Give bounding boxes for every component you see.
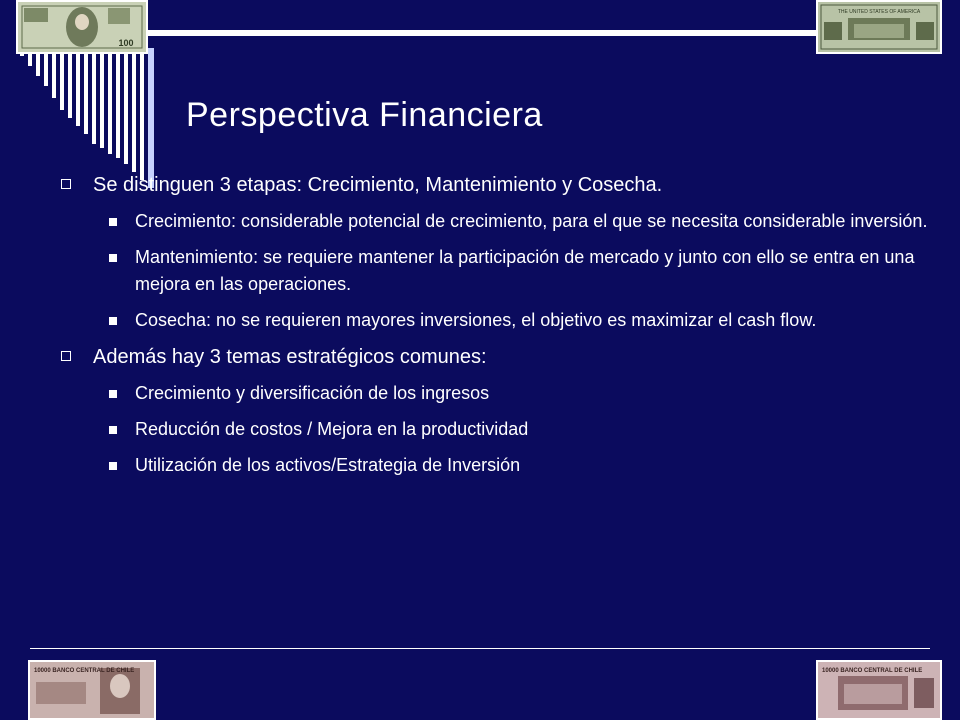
us-100-dollar-banknote-back-icon [818, 2, 940, 52]
sub-bullet-text: Reducción de costos / Mejora en la productividad [135, 419, 529, 439]
banknote-image [816, 660, 942, 720]
bullet-text: Se distinguen 3 etapas: Crecimiento, Mantenimiento y Cosecha. [93, 174, 663, 196]
filled-square-bullet-icon [109, 254, 117, 262]
sub-bullet-text: Mantenimiento: se requiere mantener la participación de mercado y junto con ello se entra en una mejora en las operaciones. [135, 247, 915, 294]
chile-10000-peso-banknote-front-icon [30, 662, 154, 718]
sub-bullet-item [60, 244, 930, 298]
filled-square-bullet-icon [109, 390, 117, 398]
sub-bullet-item [60, 208, 930, 235]
sub-bullet-text: Crecimiento y diversificación de los ingresos [135, 383, 490, 403]
sub-bullet-text: Crecimiento: considerable potencial de crecimiento, para el que se necesita considerable inversión. [135, 211, 928, 231]
banknote-header-text: 10000 BANCO CENTRAL DE CHILE [822, 668, 923, 674]
chile-10000-peso-banknote-back-icon [818, 662, 940, 718]
filled-square-bullet-icon [109, 218, 117, 226]
hollow-square-bullet-icon [61, 351, 71, 361]
banknote-header-text: THE UNITED STATES OF AMERICA [837, 9, 921, 15]
bullet-item [60, 344, 930, 370]
sub-bullet-item [60, 307, 930, 334]
banknote-image [28, 660, 156, 720]
sub-bullet-item [60, 380, 930, 407]
hollow-square-bullet-icon [61, 179, 71, 189]
us-100-dollar-banknote-portrait-icon [18, 2, 146, 52]
bullet-list [60, 172, 930, 488]
banknote-header-text: 10000 BANCO CENTRAL DE CHILE [34, 668, 135, 674]
slide-title: Perspectiva Financiera [186, 96, 543, 134]
banknote-image [816, 0, 942, 54]
bullet-item [60, 172, 930, 198]
top-decorative-band [148, 30, 816, 36]
sub-bullet-text: Cosecha: no se requieren mayores inversiones, el objetivo es maximizar el cash flow. [135, 310, 817, 330]
sub-bullet-text: Utilización de los activos/Estrategia de Inversión [135, 455, 521, 475]
bullet-text: Además hay 3 temas estratégicos comunes: [93, 346, 487, 368]
filled-square-bullet-icon [109, 462, 117, 470]
sub-bullet-item [60, 452, 930, 479]
bottom-divider [30, 648, 930, 649]
filled-square-bullet-icon [109, 317, 117, 325]
banknote-image [16, 0, 148, 54]
filled-square-bullet-icon [109, 426, 117, 434]
sub-bullet-item [60, 416, 930, 443]
banknote-value-text: 100 [118, 38, 134, 48]
